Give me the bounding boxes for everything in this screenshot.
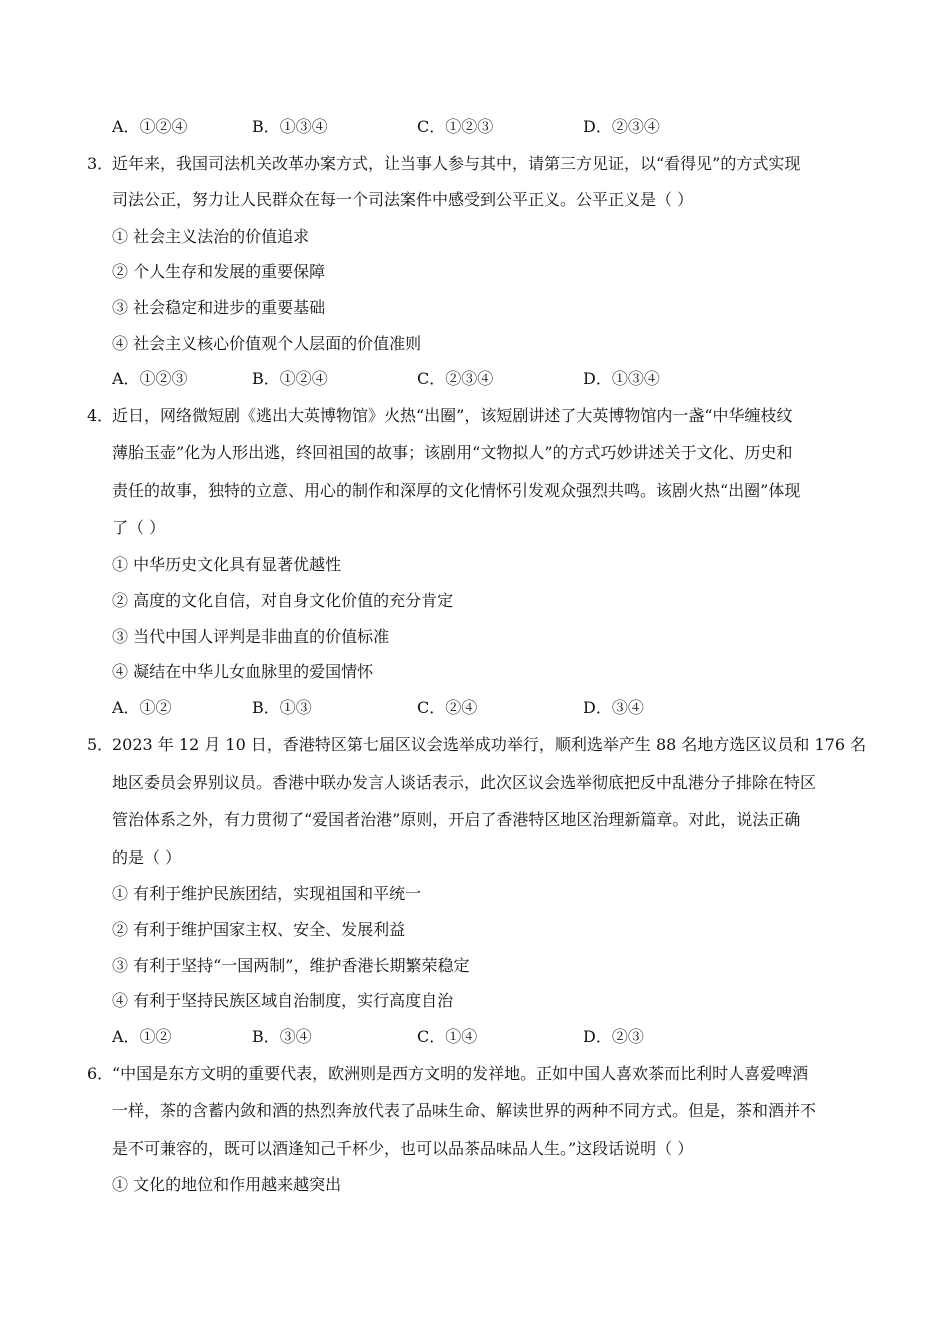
question-6-text-line-3: 是不可兼容的，既可以酒逢知己千杯少，也可以品茶品味品人生。”这段话说明（ ） <box>112 1139 694 1158</box>
options-row-q4 <box>112 698 872 718</box>
option-b: B．①②④ <box>252 369 328 388</box>
question-4-text-line-3: 责任的故事，独特的立意、用心的制作和深厚的文化情怀引发观众强烈共鸣。该剧火热“出圈”体现 <box>112 481 801 500</box>
question-3-item-2: ② 个人生存和发展的重要保障 <box>112 262 326 281</box>
options-row-q3 <box>112 369 872 389</box>
option-a: A．①② <box>112 698 172 717</box>
option-a: A．①② <box>112 1027 172 1046</box>
question-number-6: 6． <box>87 1064 114 1083</box>
question-6-text-line-1: “中国是东方文明的重要代表，欧洲则是西方文明的发祥地。正如中国人喜欢茶而比利时人喜爱啤酒 <box>112 1064 809 1083</box>
question-4-item-3: ③ 当代中国人评判是非曲直的价值标准 <box>112 627 390 646</box>
question-5-item-1: ① 有利于维护民族团结，实现祖国和平统一 <box>112 884 422 903</box>
question-5-text-line-3: 管治体系之外，有力贯彻了“爱国者治港”原则，开启了香港特区地区治理新篇章。对此，说法正确 <box>112 810 801 829</box>
question-4-item-4: ④ 凝结在中华儿女血脉里的爱国情怀 <box>112 662 374 681</box>
option-c: C．②③④ <box>417 369 494 388</box>
option-d: D．③④ <box>583 698 644 717</box>
option-b: B．③④ <box>252 1027 312 1046</box>
question-5-text-line-2: 地区委员会界别议员。香港中联办发言人谈话表示，此次区议会选举彻底把反中乱港分子排除在特区 <box>112 773 817 792</box>
option-b: B．①③ <box>252 698 312 717</box>
question-number-3: 3． <box>87 154 114 173</box>
question-5-text-line-1: 2023 年 12 月 10 日，香港特区第七届区议会选举成功举行，顺利选举产生 88 名地方选区议员和 176 名 <box>112 735 867 754</box>
question-5-item-3: ③ 有利于坚持“一国两制”，维护香港长期繁荣稳定 <box>112 956 470 975</box>
question-4-item-2: ② 高度的文化自信，对自身文化价值的充分肯定 <box>112 591 454 610</box>
option-c: C．①②③ <box>417 117 494 136</box>
option-c: C．①④ <box>417 1027 478 1046</box>
question-4-text-line-1: 近日，网络微短剧《逃出大英博物馆》火热“出圈”，该短剧讲述了大英博物馆内一盏“中华缠枝纹 <box>112 406 793 425</box>
question-number-4: 4． <box>87 406 114 425</box>
question-3-text-line-2: 司法公正，努力让人民群众在每一个司法案件中感受到公平正义。公平正义是（ ） <box>112 190 694 209</box>
option-a: A．①②③ <box>112 369 188 388</box>
options-row-q5 <box>112 1027 872 1047</box>
question-number-5: 5． <box>87 735 114 754</box>
question-3-item-3: ③ 社会稳定和进步的重要基础 <box>112 298 326 317</box>
question-5-item-4: ④ 有利于坚持民族区域自治制度，实行高度自治 <box>112 991 454 1010</box>
question-4-text-line-2: 薄胎玉壶”化为人形出逃，终回祖国的故事；该剧用“文物拟人”的方式巧妙讲述关于文化、历史和 <box>112 443 793 462</box>
question-3-item-4: ④ 社会主义核心价值观个人层面的价值准则 <box>112 334 422 353</box>
question-5-text-line-4: 的是（ ） <box>112 848 182 867</box>
option-d: D．②③④ <box>583 117 660 136</box>
option-c: C．②④ <box>417 698 478 717</box>
option-a: A．①②④ <box>112 117 188 136</box>
options-row-q2 <box>112 117 872 137</box>
question-5-item-2: ② 有利于维护国家主权、安全、发展利益 <box>112 920 406 939</box>
question-4-item-1: ① 中华历史文化具有显著优越性 <box>112 555 342 574</box>
option-d: D．②③ <box>583 1027 644 1046</box>
question-4-text-line-4: 了（ ） <box>112 518 166 537</box>
question-3-text-line-1: 近年来，我国司法机关改革办案方式，让当事人参与其中，请第三方见证，以“看得见”的方式实现 <box>112 154 801 173</box>
option-d: D．①③④ <box>583 369 660 388</box>
question-3-item-1: ① 社会主义法治的价值追求 <box>112 227 310 246</box>
option-b: B．①③④ <box>252 117 328 136</box>
question-6-text-line-2: 一样，茶的含蓄内敛和酒的热烈奔放代表了品味生命、解读世界的两种不同方式。但是，茶和酒并不 <box>112 1101 817 1120</box>
question-6-item-1: ① 文化的地位和作用越来越突出 <box>112 1175 342 1194</box>
